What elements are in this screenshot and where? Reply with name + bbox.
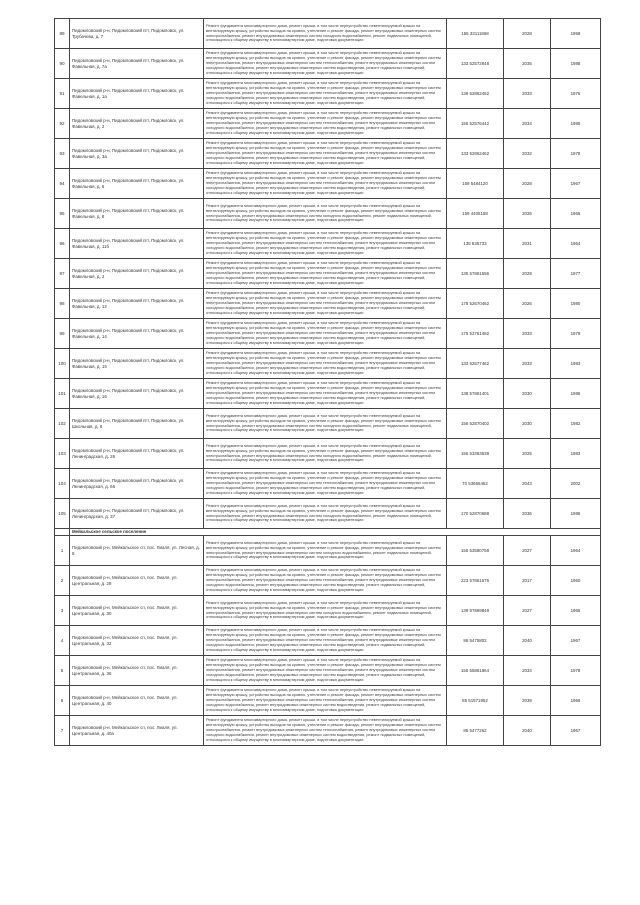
- row-year-built: 1978: [551, 139, 601, 169]
- row-number: 96: [55, 229, 70, 259]
- table-body-top: [55, 19, 601, 529]
- row-area: 175 52761482: [447, 319, 504, 349]
- row-year: 2028: [504, 169, 551, 199]
- row-works: Ремонт фундамента многоквартирного дома, ремонт крыши, в том числе переустройство невентилируемой крыши на вентилируемую крышу, устройство выходов на кровлю, утепление и ремонт фасада, ремонт внутридомовых инженерных систем электроснабжения, ремонт внутридомовых инженерных систем теплоснабжения, ремонт внутридомовых инженерных систем холодного водоснабжения, ремонт внутридомовых инженерных систем водоотведения, ремонт подвальных помещений, относящихся к общему имуществу в многоквартирном доме, подготовка документации: [204, 79, 447, 109]
- row-number: 100: [55, 349, 70, 379]
- row-number: 3: [55, 596, 70, 626]
- row-address: Пидомловский р-н, Мейкальское сп, пос. Лиаля, ул. Центральная, д. 40а: [70, 716, 204, 746]
- row-works: Ремонт фундамента многоквартирного дома, ремонт крыши, в том числе переустройство невентилируемой крыши на вентилируемую крышу, устройство выходов на кровлю, утепление и ремонт фасада, ремонт внутридомовых инженерных систем электроснабжения, ремонт внутридомовых инженерных систем теплоснабжения, ремонт внутридомовых инженерных систем холодного водоснабжения, ремонт внутридомовых инженерных систем водоотведения, ремонт подвальных помещений, относящихся к общему имуществу в многоквартирном доме, подготовка документации: [204, 566, 447, 596]
- row-year: 2029: [504, 259, 551, 289]
- row-year-built: 1977: [551, 259, 601, 289]
- row-year: 2043: [504, 469, 551, 499]
- row-address: Пидомловский р-н, Пидомловский пгт, Пидомловск, ул. Фавельная, д. 2: [70, 259, 204, 289]
- row-year-built: 1982: [551, 409, 601, 439]
- row-works: Ремонт фундамента многоквартирного дома, ремонт крыши, в том числе переустройство невентилируемой крыши на вентилируемую крышу, устройство выходов на кровлю, утепление и ремонт фасада, ремонт внутридомовых инженерных систем электроснабжения, ремонт внутридомовых инженерных систем теплоснабжения, ремонт внутридомовых инженерных систем холодного водоснабжения, ремонт внутридомовых инженерных систем водоотведения, ремонт подвальных помещений, относящихся к общему имуществу в многоквартирном доме, подготовка документации: [204, 49, 447, 79]
- row-works: Ремонт фундамента многоквартирного дома, ремонт крыши, в том числе переустройство невентилируемой крыши на вентилируемую крышу, устройство выходов на кровлю, утепление и ремонт фасада, ремонт внутридомовых инженерных систем электроснабжения, ремонт внутридомовых инженерных систем холодного водоснабжения, ремонт подвальных помещений, относящихся к общему имуществу в многоквартирном доме, подготовка документации: [204, 409, 447, 439]
- row-year: 2033: [504, 349, 551, 379]
- table-row: [55, 409, 601, 439]
- row-works: Ремонт фундамента многоквартирного дома, ремонт крыши, в том числе переустройство невентилируемой крыши на вентилируемую крышу, устройство выходов на кровлю, утепление и ремонт фасада, ремонт внутридомовых инженерных систем электроснабжения, ремонт внутридомовых инженерных систем теплоснабжения, ремонт внутридомовых инженерных систем холодного водоснабжения, ремонт внутридомовых инженерных систем водоотведения, ремонт подвальных помещений, относящихся к общему имуществу в многоквартирном доме, подготовка документации: [204, 626, 447, 656]
- row-area: 155 52576442: [447, 109, 504, 139]
- row-number: 102: [55, 409, 70, 439]
- row-works: Ремонт фундамента многоквартирного дома, ремонт крыши, в том числе переустройство невентилируемой крыши на вентилируемую крышу, устройство выходов на кровлю, утепление и ремонт фасада, ремонт внутридомовых инженерных систем электроснабжения, ремонт внутридомовых инженерных систем теплоснабжения, ремонт внутридомовых инженерных систем холодного водоснабжения, ремонт внутридомовых инженерных систем водоотведения, ремонт подвальных помещений, относящихся к общему имуществу в многоквартирном доме, подготовка документации: [204, 319, 447, 349]
- row-area: 178 52670462: [447, 289, 504, 319]
- row-area: 138 57861401: [447, 379, 504, 409]
- row-area: 139 57869848: [447, 596, 504, 626]
- row-address: Пидомловский р-н, Пидомловский пгт, Пидомловск, ул. Ленинградская, д. 37: [70, 499, 204, 529]
- table-row: [55, 49, 601, 79]
- row-year: 2027: [504, 536, 551, 566]
- table-row: [55, 19, 601, 49]
- row-number: 101: [55, 379, 70, 409]
- row-year-built: 1978: [551, 656, 601, 686]
- row-address: Пидомловский р-н, Мейкальское сп, пос. Лиаля, ул. Лесная, д. 8: [70, 536, 204, 566]
- row-year: 2033: [504, 79, 551, 109]
- row-works: Ремонт фундамента многоквартирного дома, ремонт крыши, в том числе переустройство невентилируемой крыши на вентилируемую крышу, устройство выходов на кровлю, утепление и ремонт фасада, ремонт внутридомовых инженерных систем электроснабжения, ремонт внутридомовых инженерных систем холодного водоснабжения, ремонт подвальных помещений, относящихся к общему имуществу в многоквартирном доме, подготовка документации: [204, 19, 447, 49]
- row-area: 70 53656462: [447, 469, 504, 499]
- row-number: 105: [55, 499, 70, 529]
- row-works: Ремонт фундамента многоквартирного дома, ремонт крыши, в том числе переустройство невентилируемой крыши на вентилируемую крышу, устройство выходов на кровлю, утепление и ремонт фасада, ремонт внутридомовых инженерных систем электроснабжения, ремонт внутридомовых инженерных систем холодного водоснабжения, ремонт подвальных помещений, относящихся к общему имуществу в многоквартирном доме, подготовка документации: [204, 499, 447, 529]
- row-number: 6: [55, 686, 70, 716]
- row-number: 4: [55, 626, 70, 656]
- row-works: Ремонт фундамента многоквартирного дома, ремонт крыши, в том числе переустройство невентилируемой крыши на вентилируемую крышу, устройство выходов на кровлю, утепление и ремонт фасада, ремонт внутридомовых инженерных систем электроснабжения, ремонт внутридомовых инженерных систем теплоснабжения, ремонт внутридомовых инженерных систем холодного водоснабжения, ремонт внутридомовых инженерных систем водоотведения, ремонт подвальных помещений, относящихся к общему имуществу в многоквартирном доме, подготовка документации: [204, 289, 447, 319]
- row-number: 1: [55, 536, 70, 566]
- row-area: 223 57861576: [447, 566, 504, 596]
- row-address: Пидомловский р-н, Пидомловский пгт, Пидомловск, ул. Фавельная, д. 11б: [70, 229, 204, 259]
- row-number: 5: [55, 656, 70, 686]
- row-works: Ремонт фундамента многоквартирного дома, ремонт крыши, в том числе переустройство невентилируемой крыши на вентилируемую крышу, устройство выходов на кровлю, утепление и ремонт фасада, ремонт внутридомовых инженерных систем электроснабжения, ремонт внутридомовых инженерных систем теплоснабжения, ремонт внутридомовых инженерных систем холодного водоснабжения, ремонт внутридомовых инженерных систем водоотведения, ремонт подвальных помещений, относящихся к общему имуществу в многоквартирном доме, подготовка документации: [204, 379, 447, 409]
- section-row: [55, 529, 601, 536]
- row-year-built: 1964: [551, 229, 601, 259]
- row-year: 2032: [504, 139, 551, 169]
- row-year: 2033: [504, 319, 551, 349]
- row-works: Ремонт фундамента многоквартирного дома, ремонт крыши, в том числе переустройство невентилируемой крыши на вентилируемую крышу, устройство выходов на кровлю, утепление и ремонт фасада, ремонт внутридомовых инженерных систем электроснабжения, ремонт внутридомовых инженерных систем теплоснабжения, ремонт внутридомовых инженерных систем холодного водоснабжения, ремонт внутридомовых инженерных систем водоотведения, ремонт подвальных помещений, относящихся к общему имуществу в многоквартирном доме, подготовка документации: [204, 349, 447, 379]
- row-area: 135 835733: [447, 229, 504, 259]
- row-address: Пидомловский р-н, Мейкальское сп, пос. Лиаля, ул. Центральная, д. 36: [70, 656, 204, 686]
- table-row: [55, 379, 601, 409]
- row-number: 7: [55, 716, 70, 746]
- row-address: Пидомловский р-н, Пидомловский пгт, Пидомловск, ул. Ленинградская, д. 26: [70, 439, 204, 469]
- table-row: [55, 566, 601, 596]
- row-year: 2026: [504, 289, 551, 319]
- row-area: 85 51571952: [447, 686, 504, 716]
- row-year-built: 1979: [551, 319, 601, 349]
- row-address: Пидомловский р-н, Пидомловский пгт, Пидомловск, ул. Фавельная, д. 1а: [70, 79, 204, 109]
- section-title: Мейкальское сельское поселение: [70, 529, 601, 536]
- row-address: Пидомловский р-н, Мейкальское сп, пос. Лиаля, ул. Центральная, д. 40: [70, 686, 204, 716]
- row-number: 97: [55, 259, 70, 289]
- row-works: Ремонт фундамента многоквартирного дома, ремонт крыши, в том числе переустройство невентилируемой крыши на вентилируемую крышу, устройство выходов на кровлю, утепление и ремонт фасада, ремонт внутридомовых инженерных систем электроснабжения, ремонт внутридомовых инженерных систем холодного водоснабжения, ремонт подвальных помещений, относящихся к общему имуществу в многоквартирном доме, подготовка документации: [204, 596, 447, 626]
- row-number: 89: [55, 19, 70, 49]
- row-year: 2031: [504, 229, 551, 259]
- row-address: Пидомловский р-н, Пидомловский пгт, Пидомловск, ул. Фавельная, д. 15: [70, 349, 204, 379]
- row-area: 155 53580758: [447, 536, 504, 566]
- table-row: [55, 686, 601, 716]
- row-area: 159 5484120: [447, 169, 504, 199]
- row-works: Ремонт фундамента многоквартирного дома, ремонт крыши, в том числе переустройство невентилируемой крыши на вентилируемую крышу, устройство выходов на кровлю, утепление и ремонт фасада, ремонт внутридомовых инженерных систем электроснабжения, ремонт внутридомовых инженерных систем теплоснабжения, ремонт внутридомовых инженерных систем холодного водоснабжения, ремонт внутридомовых инженерных систем водоотведения, ремонт подвальных помещений, относящихся к общему имуществу в многоквартирном доме, подготовка документации: [204, 109, 447, 139]
- row-year-built: 1980: [551, 289, 601, 319]
- row-works: Ремонт фундамента многоквартирного дома, ремонт крыши, в том числе переустройство невентилируемой крыши на вентилируемую крышу, устройство выходов на кровлю, утепление и ремонт фасада, ремонт внутридомовых инженерных систем электроснабжения, ремонт внутридомовых инженерных систем теплоснабжения, ремонт внутридомовых инженерных систем холодного водоснабжения, ремонт внутридомовых инженерных систем водоотведения, ремонт подвальных помещений, относящихся к общему имуществу в многоквартирном доме, подготовка документации: [204, 716, 447, 746]
- table-row: [55, 626, 601, 656]
- table-row: [55, 139, 601, 169]
- table-row: [55, 439, 601, 469]
- row-works: Ремонт фундамента многоквартирного дома, ремонт крыши, в том числе переустройство невентилируемой крыши на вентилируемую крышу, устройство выходов на кровлю, утепление и ремонт фасада, ремонт внутридомовых инженерных систем электроснабжения, ремонт внутридомовых инженерных систем теплоснабжения, ремонт внутридомовых инженерных систем холодного водоснабжения, ремонт внутридомовых инженерных систем водоотведения, ремонт подвальных помещений, относящихся к общему имуществу в многоквартирном доме, подготовка документации: [204, 139, 447, 169]
- row-year: 2036: [504, 499, 551, 529]
- table-row: [55, 319, 601, 349]
- row-year: 2026: [504, 199, 551, 229]
- row-works: Ремонт фундамента многоквартирного дома, ремонт крыши, в том числе переустройство невентилируемой крыши на вентилируемую крышу, устройство выходов на кровлю, утепление и ремонт фасада, ремонт внутридомовых инженерных систем электроснабжения, ремонт внутридомовых инженерных систем теплоснабжения, ремонт внутридомовых инженерных систем холодного водоснабжения, ремонт внутридомовых инженерных систем водоотведения, ремонт подвальных помещений, относящихся к общему имуществу в многоквартирном доме, подготовка документации: [204, 229, 447, 259]
- row-works: Ремонт фундамента многоквартирного дома, ремонт крыши, в том числе переустройство невентилируемой крыши на вентилируемую крышу, устройство выходов на кровлю, утепление и ремонт фасада, ремонт внутридомовых инженерных систем электроснабжения, ремонт внутридомовых инженерных систем теплоснабжения, ремонт внутридомовых инженерных систем холодного водоснабжения, ремонт внутридомовых инженерных систем водоотведения, ремонт подвальных помещений, относящихся к общему имуществу в многоквартирном доме, подготовка документации: [204, 169, 447, 199]
- table-row: [55, 499, 601, 529]
- row-area: 155 33111868: [447, 19, 504, 49]
- row-year-built: 1976: [551, 79, 601, 109]
- row-number: 2: [55, 566, 70, 596]
- row-year-built: 1985: [551, 109, 601, 139]
- row-address: Пидомловский р-н, Пидомловский пгт, Пидомловск, ул. Фавельная, д. 2: [70, 109, 204, 139]
- table-row: [55, 229, 601, 259]
- row-address: Пидомловский р-н, Пидомловский пгт, Пидомловск, ул. Ленинградская, д. 66: [70, 469, 204, 499]
- row-number: 99: [55, 319, 70, 349]
- document-sheet: [54, 18, 600, 746]
- table-row: [55, 596, 601, 626]
- table-row: [55, 109, 601, 139]
- row-area: 86 5475802: [447, 626, 504, 656]
- row-number: 90: [55, 49, 70, 79]
- table-row: [55, 259, 601, 289]
- row-year-built: 1988: [551, 49, 601, 79]
- row-year: 2039: [504, 686, 551, 716]
- row-number: 95: [55, 199, 70, 229]
- row-year: 2017: [504, 566, 551, 596]
- row-address: Пидомловский р-н, Пидомловский пгт, Пидомловск, ул. Фавельная, д. 12: [70, 289, 204, 319]
- row-number: 94: [55, 169, 70, 199]
- row-area: 159 4405158: [447, 199, 504, 229]
- row-works: Ремонт фундамента многоквартирного дома, ремонт крыши, в том числе переустройство невентилируемой крыши на вентилируемую крышу, устройство выходов на кровлю, утепление и ремонт фасада, ремонт внутридомовых инженерных систем электроснабжения, ремонт внутридомовых инженерных систем теплоснабжения, ремонт внутридомовых инженерных систем холодного водоснабжения, ремонт внутридомовых инженерных систем водоотведения, ремонт подвальных помещений, относящихся к общему имуществу в многоквартирном доме, подготовка документации: [204, 686, 447, 716]
- row-address: Пидомловский р-н, Мейкальское сп, пос. Лиаля, ул. Центральная, д. 28: [70, 566, 204, 596]
- row-number: 92: [55, 109, 70, 139]
- row-works: Ремонт фундамента многоквартирного дома, ремонт крыши, в том числе переустройство невентилируемой крыши на вентилируемую крышу, устройство выходов на кровлю, утепление и ремонт фасада, ремонт внутридомовых инженерных систем электроснабжения, ремонт внутридомовых инженерных систем холодного водоснабжения, ремонт подвальных помещений, относящихся к общему имуществу в многоквартирном доме, подготовка документации: [204, 199, 447, 229]
- row-year: 2030: [504, 379, 551, 409]
- row-address: Пидомловский р-н, Пидомловский пгт, Пидомловск, ул. Фавельная, д. 14: [70, 319, 204, 349]
- row-area: 156 52870402: [447, 409, 504, 439]
- row-address: Пидомловский р-н, Пидомловский пгт, Пидомловск, ул. Фавельная, д. 3а: [70, 139, 204, 169]
- row-year-built: 1967: [551, 626, 601, 656]
- row-address: Пидомловский р-н, Мейкальское сп, пос. Лиаля, ул. Центральная, д. 32: [70, 626, 204, 656]
- row-area: 133 52862462: [447, 139, 504, 169]
- row-year: 2027: [504, 596, 551, 626]
- row-year: 2025: [504, 439, 551, 469]
- row-address: Пидомловский р-н, Пидомловский пгт, Пидомловск, ул. Фавельная, д. 8: [70, 199, 204, 229]
- row-address: Пидомловский р-н, Пидомловский пгт, Пидомловск, ул. Трубачева, д. 7: [70, 19, 204, 49]
- row-works: Ремонт фундамента многоквартирного дома, ремонт крыши, в том числе переустройство невентилируемой крыши на вентилируемую крышу, устройство выходов на кровлю, утепление и ремонт фасада, ремонт внутридомовых инженерных систем электроснабжения, ремонт внутридомовых инженерных систем теплоснабжения, ремонт внутридомовых инженерных систем холодного водоснабжения, ремонт внутридомовых инженерных систем водоотведения, ремонт подвальных помещений, относящихся к общему имуществу в многоквартирном доме, подготовка документации: [204, 259, 447, 289]
- row-number: 91: [55, 79, 70, 109]
- row-address: Пидомловский р-н, Мейкальское сп, пос. Лиаля, ул. Центральная, д. 30: [70, 596, 204, 626]
- row-number: 104: [55, 469, 70, 499]
- row-year-built: 1959: [551, 19, 601, 49]
- row-year-built: 1964: [551, 536, 601, 566]
- row-year-built: 1965: [551, 199, 601, 229]
- table-row: [55, 199, 601, 229]
- table-row: [55, 656, 601, 686]
- row-year-built: 1960: [551, 566, 601, 596]
- row-works: Ремонт фундамента многоквартирного дома, ремонт крыши, в том числе переустройство невентилируемой крыши на вентилируемую крышу, устройство выходов на кровлю, утепление и ремонт фасада, ремонт внутридомовых инженерных систем электроснабжения, ремонт внутридомовых инженерных систем холодного водоснабжения, ремонт подвальных помещений, относящихся к общему имуществу в многоквартирном доме, подготовка документации: [204, 536, 447, 566]
- table-row: [55, 536, 601, 566]
- row-area: 133 52572848: [447, 49, 504, 79]
- row-address: Пидомловский р-н, Пидомловский пгт, Пидомловск, ул. Школьная, д. 8: [70, 409, 204, 439]
- row-area: 85 5477262: [447, 716, 504, 746]
- row-year: 2030: [504, 409, 551, 439]
- row-year-built: 1983: [551, 349, 601, 379]
- table-row: [55, 169, 601, 199]
- row-works: Ремонт фундамента многоквартирного дома, ремонт крыши, в том числе переустройство невентилируемой крыши на вентилируемую крышу, устройство выходов на кровлю, утепление и ремонт фасада, ремонт внутридомовых инженерных систем электроснабжения, ремонт внутридомовых инженерных систем теплоснабжения, ремонт внутридомовых инженерных систем холодного водоснабжения, ремонт внутридомовых инженерных систем водоотведения, ремонт подвальных помещений, относящихся к общему имуществу в многоквартирном доме, подготовка документации: [204, 656, 447, 686]
- row-year-built: 1967: [551, 716, 601, 746]
- row-year-built: 1967: [551, 169, 601, 199]
- row-number: 98: [55, 289, 70, 319]
- row-year: 2040: [504, 626, 551, 656]
- row-area: 155 55861864: [447, 656, 504, 686]
- row-year: 2035: [504, 49, 551, 79]
- row-area: 139 52862462: [447, 79, 504, 109]
- table-row: [55, 716, 601, 746]
- row-works: Ремонт фундамента многоквартирного дома, ремонт крыши, в том числе переустройство невентилируемой крыши на вентилируемую крышу, устройство выходов на кровлю, утепление и ремонт фасада, ремонт внутридомовых инженерных систем электроснабжения, ремонт внутридомовых инженерных систем холодного водоснабжения, ремонт подвальных помещений, относящихся к общему имуществу в многоквартирном доме, подготовка документации: [204, 439, 447, 469]
- row-area: 133 52577462: [447, 349, 504, 379]
- row-year-built: 1966: [551, 686, 601, 716]
- section-header-body: [55, 529, 601, 536]
- row-year: 2034: [504, 109, 551, 139]
- row-address: Пидомловский р-н, Пидомловский пгт, Пидомловск, ул. Фавельная, д. 7а: [70, 49, 204, 79]
- row-year-built: 1986: [551, 499, 601, 529]
- row-number: 93: [55, 139, 70, 169]
- table-row: [55, 469, 601, 499]
- row-number: 103: [55, 439, 70, 469]
- row-year-built: 1965: [551, 596, 601, 626]
- table-body-bottom: [55, 536, 601, 746]
- row-area: 170 52870688: [447, 499, 504, 529]
- row-address: Пидомловский р-н, Пидомловский пгт, Пидомловск, ул. Фавельная, д. 16: [70, 379, 204, 409]
- row-year: 2028: [504, 19, 551, 49]
- table-row: [55, 349, 601, 379]
- row-year: 2040: [504, 716, 551, 746]
- repair-program-table: [54, 18, 601, 746]
- row-year-built: 1986: [551, 379, 601, 409]
- row-year-built: 1983: [551, 439, 601, 469]
- row-works: Ремонт фундамента многоквартирного дома, ремонт крыши, в том числе переустройство невентилируемой крыши на вентилируемую крышу, устройство выходов на кровлю, утепление и ремонт фасада, ремонт внутридомовых инженерных систем электроснабжения, ремонт внутридомовых инженерных систем теплоснабжения, ремонт внутридомовых инженерных систем холодного водоснабжения, ремонт внутридомовых инженерных систем водоотведения, ремонт подвальных помещений, относящихся к общему имуществу в многоквартирном доме, подготовка документации: [204, 469, 447, 499]
- row-year: 2034: [504, 656, 551, 686]
- row-address: Пидомловский р-н, Пидомловский пгт, Пидомловск, ул. Фавельная, д. 6: [70, 169, 204, 199]
- table-row: [55, 289, 601, 319]
- row-area: 135 57861556: [447, 259, 504, 289]
- table-row: [55, 79, 601, 109]
- row-area: 155 53363538: [447, 439, 504, 469]
- section-num-cell: [55, 529, 70, 536]
- row-year-built: 2002: [551, 469, 601, 499]
